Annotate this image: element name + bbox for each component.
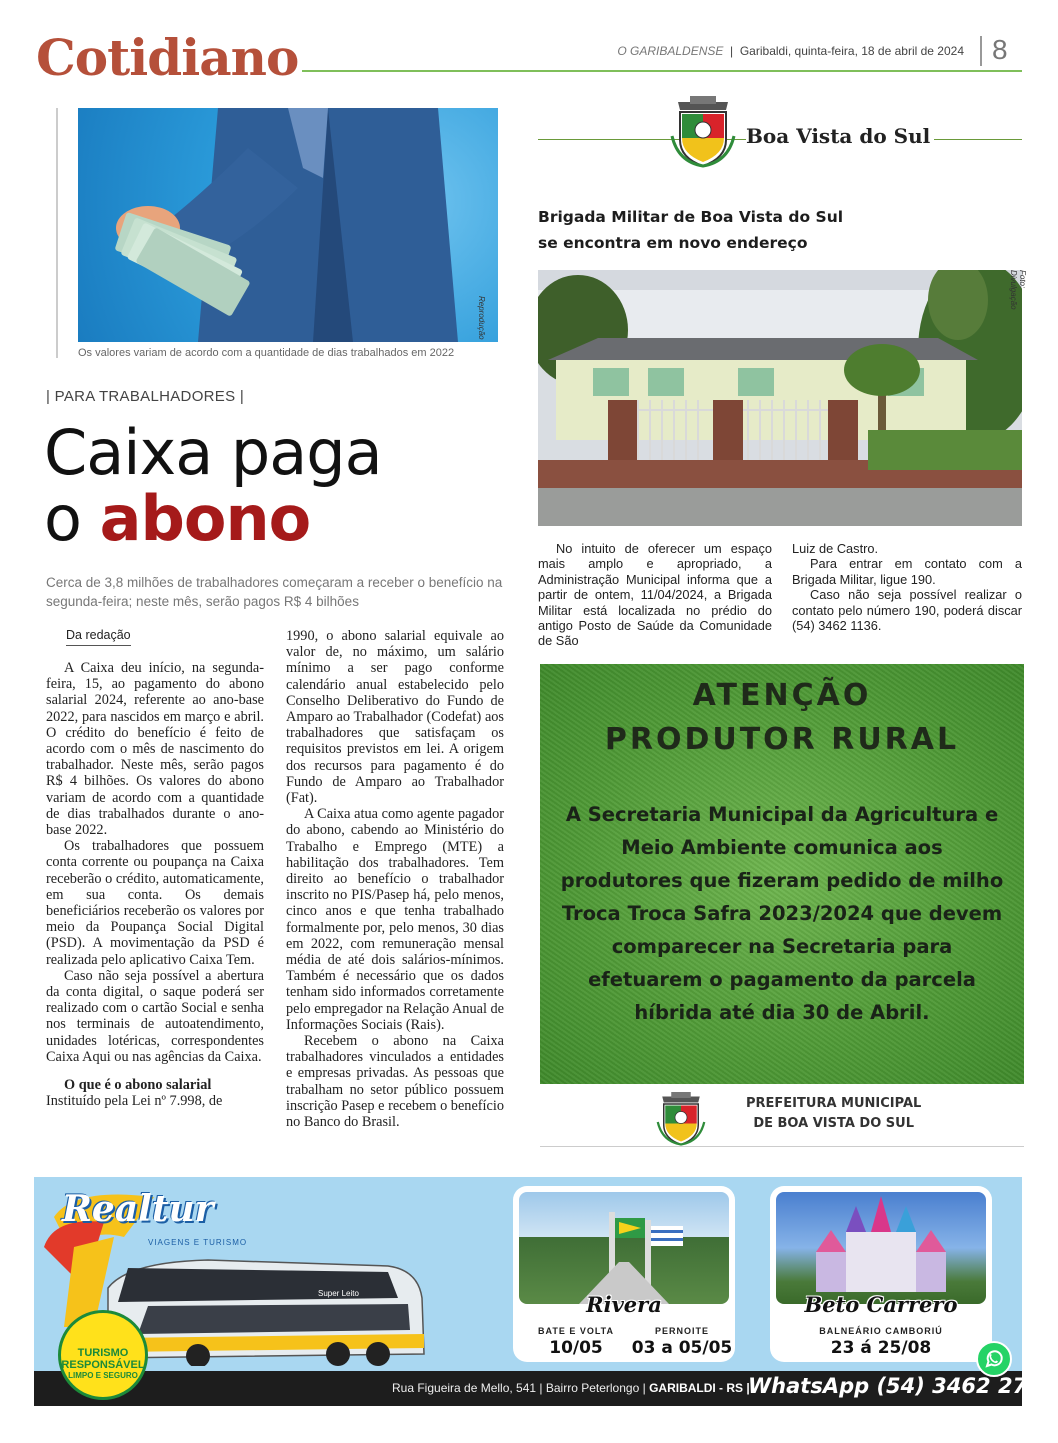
municipality-paragraph: No intuito de oferecer um espaço mais amplo e apropriado, a Administração Municipal informa que a partir de ontem, 11/04/2024, a Brigada Militar está localizada no prédio do antigo Posto de Saúde da Comunidade de São — [538, 541, 772, 649]
house-photo-credit: Foto: Divulgação — [1009, 270, 1027, 310]
notice-line: efetuarem o pagamento da parcela — [588, 968, 976, 991]
article-paragraph: A Caixa atua como agente pagador do abono, cabendo ao Ministério do Trabalho e Emprego (MTE) a habilitação dos trabalhadores. Tem direito ao benefício o trabalhador inscrito no PIS/Pasep há, pelo menos, cinco anos e que tenha trabalhado formalmente por, pelo menos, 30 dias em 2022, com remuneração mensal média de até dois salários-mínimos. Também é necessário que os dados tenham sido informados corretamente pelo empregador na Relação Anual de Informações Sociais (Rais). — [286, 806, 504, 1033]
badge-line3: LIMPO E SEGURO — [68, 1371, 138, 1380]
header-separator: | — [726, 44, 740, 58]
money-illustration — [78, 108, 498, 342]
municipality-name: Boa Vista do Sul — [746, 124, 934, 148]
article-kicker: | PARA TRABALHADORES | — [46, 388, 245, 405]
article-standfirst: Cerca de 3,8 milhões de trabalhadores começaram a receber o benefício na segunda-feira; neste mês, serão pagos R$ 4 bilhões — [46, 575, 503, 609]
prefeitura-line2: DE BOA VISTA DO SUL — [753, 1116, 914, 1131]
beto-carrero-label: BALNEÁRIO CAMBORIÚ — [819, 1326, 943, 1336]
headline-line1: Caixa paga — [44, 416, 382, 489]
ad-street: Rua Figueira de Mello, 541 | Bairro Peterlongo | — [392, 1381, 646, 1395]
prefeitura-signature — [540, 1090, 1024, 1146]
photo-side-rule — [56, 108, 58, 358]
beto-carrero-scene — [776, 1192, 986, 1304]
article-paragraph: Caso não seja possível a abertura da conta digital, o saque poderá ser realizado com o cartão Social e senha nos terminais de autoatendimento, unidades lotéricas, correspondentes Caixa Aqui ou nas agências da Caixa. — [46, 967, 264, 1065]
notice-body — [540, 798, 1024, 1029]
rivera-title: Rivera — [586, 1292, 662, 1317]
bus-label: Super Leito — [318, 1289, 359, 1298]
rural-producer-notice — [540, 664, 1024, 1084]
rivera-date-a: 10/05 — [549, 1338, 603, 1358]
realtur-tagline: VIAGENS E TURISMO — [148, 1238, 248, 1247]
rivera-date-b: 03 a 05/05 — [631, 1338, 733, 1358]
whatsapp-glyph — [978, 1343, 1010, 1375]
trip-card-beto-carrero[interactable] — [770, 1186, 992, 1362]
header-rule — [302, 70, 1022, 72]
house-photo — [538, 270, 1022, 526]
whatsapp-icon[interactable] — [976, 1341, 1012, 1377]
municipality-paragraph: Caso não seja possível realizar o contato pelo número 190, poderá discar (54) 3462 1136. — [792, 587, 1022, 634]
notice-line: Meio Ambiente comunica aos — [621, 836, 943, 859]
realtur-logo: Realtur — [62, 1188, 214, 1230]
money-photo-caption: Os valores variam de acordo com a quantidade de dias trabalhados em 2022 — [78, 347, 455, 359]
article-paragraph: Recebem o abono na Caixa trabalhadores vinculados a entidades e empresas privadas. As pessoas que trabalham no setor público possuem inscrição Pasep e recebem o benefício no Banco do Brasil. — [286, 1033, 504, 1131]
notice-bottom-rule — [540, 1146, 1024, 1147]
ad-city: GARIBALDI - RS | — [649, 1381, 750, 1395]
ad-whatsapp-number[interactable]: WhatsApp (54) 3462 2767 — [748, 1374, 1057, 1398]
article-headline — [44, 416, 382, 555]
badge-line1: TURISMO — [77, 1347, 129, 1359]
headline-line2 — [44, 482, 382, 555]
prefeitura-crest-icon — [654, 1092, 708, 1146]
page-number: 8 — [992, 34, 1008, 65]
municipality-paragraph: Luiz de Castro. — [792, 541, 879, 556]
ad-address — [392, 1381, 750, 1395]
headline-line2-prefix: o — [44, 482, 100, 555]
article-paragraph: Os trabalhadores que possuem conta corrente ou poupança na Caixa receberão o crédito, automaticamente, em sua conta. Os demais beneficiários receberão os valores por meio da Poupança Social Digital (PSD). A movimentação da PSD é realizada pelo aplicativo Caixa Tem. — [46, 838, 264, 968]
beto-carrero-title: Beto Carrero — [804, 1292, 958, 1317]
municipality-crest-icon — [668, 96, 738, 168]
money-photo-credit: Reprodução — [477, 296, 486, 340]
money-photo — [78, 108, 498, 342]
beto-carrero-photo — [776, 1192, 986, 1304]
beto-carrero-date: 23 á 25/08 — [830, 1338, 932, 1358]
article-column-1 — [46, 660, 264, 1109]
rivera-label-b: PERNOITE — [654, 1326, 709, 1336]
badge-line2: RESPONSÁVEL — [61, 1359, 145, 1371]
trip-card-rivera[interactable] — [513, 1186, 735, 1362]
municipality-column-2 — [792, 541, 1022, 633]
rivera-label-a: BATE E VOLTA — [538, 1326, 614, 1336]
notice-line: comparecer na Secretaria para — [611, 935, 953, 958]
notice-subtitle: PRODUTOR RURAL — [604, 722, 960, 757]
header-meta — [617, 44, 964, 58]
municipality-headline-line1: Brigada Militar de Boa Vista do Sul — [538, 208, 844, 226]
article-paragraph: A Caixa deu início, na segunda-feira, 15, ao pagamento do abono salarial 2024, referente ao ano-base 2022, para nascidos em março e abril. O crédito do benefício é feito de acordo com o mês de nascimento do trabalhador. Neste mês, serão pagos R$ 4 bilhões. Os valores do abono variam de acordo com a quantidade de dias trabalhados durante o ano-base 2022. — [46, 660, 264, 839]
notice-line: produtores que fizeram pedido de milho — [560, 869, 1004, 892]
article-column-2 — [286, 628, 504, 1130]
notice-line: híbrida até dia 30 de Abril. — [634, 1001, 930, 1024]
turismo-responsavel-badge — [58, 1310, 148, 1400]
house-illustration — [538, 270, 1022, 526]
rivera-photo — [519, 1192, 729, 1304]
article-subhead: O que é o abono salarial — [64, 1077, 212, 1094]
newspaper-name: O GARIBALDENSE — [617, 44, 724, 58]
prefeitura-name — [746, 1094, 921, 1134]
rivera-scene — [519, 1192, 729, 1304]
article-byline: Da redação — [66, 628, 131, 646]
municipality-headline — [538, 204, 843, 256]
notice-line: Troca Troca Safra 2023/2024 que devem — [561, 902, 1003, 925]
municipality-headline-line2: se encontra em novo endereço — [538, 234, 808, 252]
article-paragraph: 1990, o abono salarial equivale ao valor de, no máximo, um salário mínimo a ser pago conforme calendário anual estabelecido pelo Conselho Deliberativo do Fundo de Amparo ao Trabalhador (Codefat) aos trabalhadores que satisfaçam os requisitos previstos em lei. A origem dos recursos para pagamento é do Fundo de Amparo ao Trabalhador (Fat). — [286, 628, 504, 807]
municipality-column-1 — [538, 541, 772, 649]
section-title: Cotidiano — [36, 28, 299, 87]
dateline: Garibaldi, quinta-feira, 18 de abril de 2024 — [739, 44, 964, 58]
headline-highlight: abono — [99, 482, 311, 555]
municipality-paragraph: Para entrar em contato com a Brigada Militar, ligue 190. — [792, 556, 1022, 587]
notice-line: A Secretaria Municipal da Agricultura e — [565, 803, 999, 826]
article-paragraph: Instituído pela Lei nº 7.998, de — [46, 1093, 223, 1110]
page-number-separator — [980, 36, 982, 66]
notice-title: ATENÇÃO — [692, 678, 872, 713]
prefeitura-line1: PREFEITURA MUNICIPAL — [746, 1096, 922, 1111]
